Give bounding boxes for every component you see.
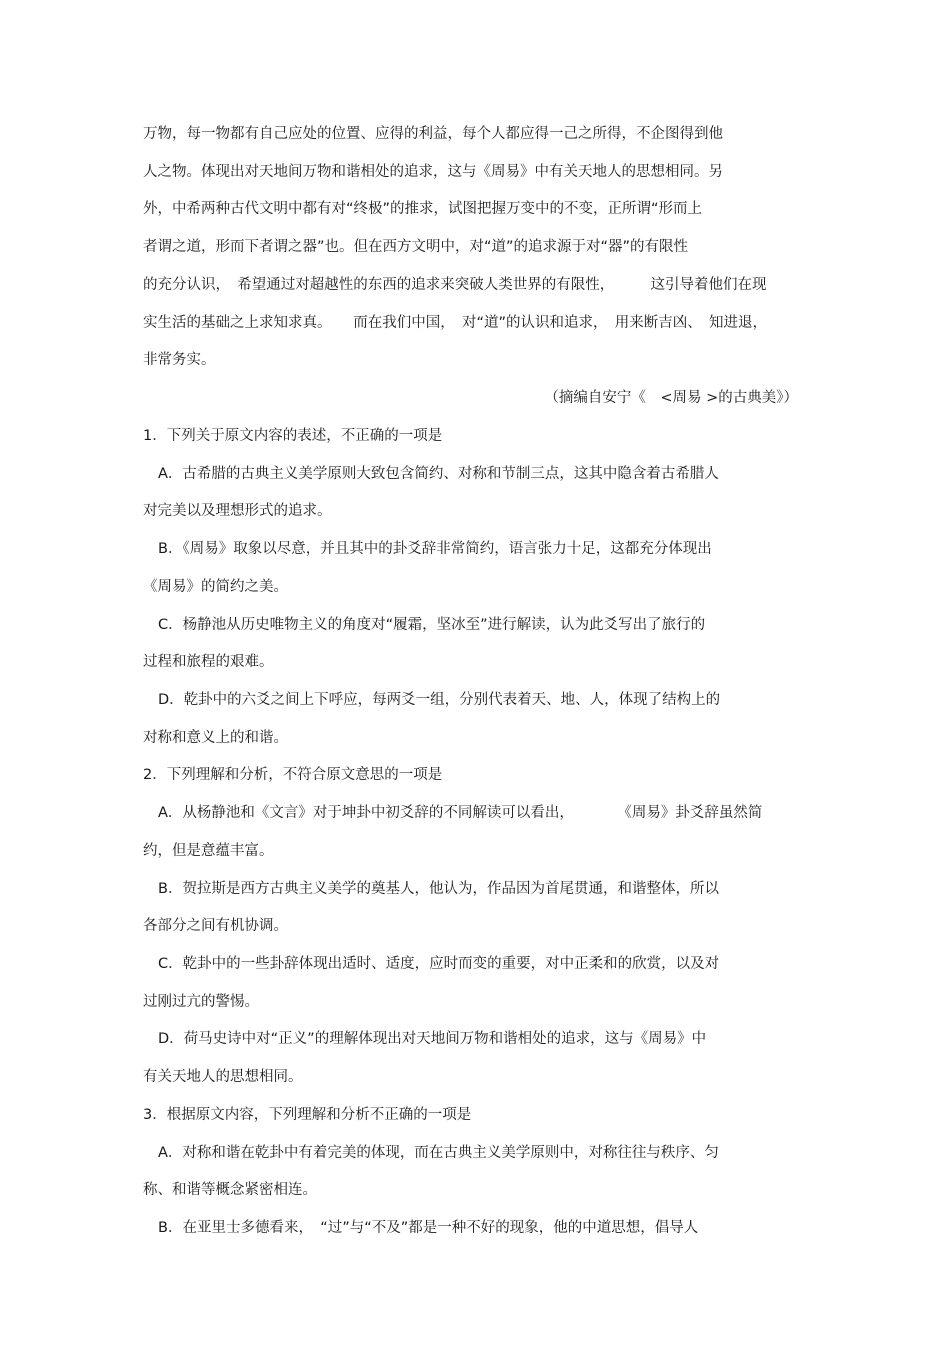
source-citation: （摘编自安宁《 <周易 >的古典美》） [544, 390, 798, 406]
question-stem: 2．下列理解和分析，不符合原文意思的一项是 [143, 767, 443, 783]
question-stem: 1．下列关于原文内容的表述，不正确的一项是 [143, 428, 443, 444]
option-a-cont: 约，但是意蕴丰富。 [143, 843, 274, 859]
option-c: C．杨静池从历史唯物主义的角度对“履霜，坚冰至”进行解读，认为此爻写出了旅行的 [158, 617, 706, 633]
option-a: A．对称和谐在乾卦中有着完美的体现，而在古典主义美学原则中，对称往往与秩序、匀 [158, 1145, 719, 1161]
option-b: B．《周易》取象以尽意，并且其中的卦爻辞非常简约，语言张力十足，这都充分体现出 [158, 541, 712, 557]
option-a-cont: 称、和谐等概念紧密相连。 [143, 1182, 317, 1198]
option-c-cont: 过程和旅程的艰难。 [143, 654, 274, 670]
option-b-cont: 《周易》的简约之美。 [143, 579, 288, 595]
option-a-cont: 对完美以及理想形式的追求。 [143, 503, 332, 519]
option-b: B．贺拉斯是西方古典主义美学的奠基人，他认为，作品因为首尾贯通，和谐整体，所以 [158, 881, 719, 897]
option-c-cont: 过刚过亢的警惕。 [143, 994, 259, 1010]
passage-line: 者谓之道，形而下者谓之器”也。但在西方文明中，对“道”的追求源于对“器”的有限性 [143, 239, 689, 255]
passage-line: 的充分认识， 希望通过对超越性的东西的追求来突破人类世界的有限性， 这引导着他们在现 [143, 277, 767, 293]
option-d: D．乾卦中的六爻之间上下呼应，每两爻一组，分别代表着天、地、人，体现了结构上的 [158, 692, 721, 708]
option-c: C．乾卦中的一些卦辞体现出适时、适度，应时而变的重要，对中正柔和的欣赏，以及对 [158, 956, 720, 972]
option-d-cont: 有关天地人的思想相同。 [143, 1069, 303, 1085]
option-a: A．古希腊的古典主义美学原则大致包含简约、对称和节制三点，这其中隐含着古希腊人 [158, 466, 719, 482]
passage-line: 万物，每一物都有自己应处的位置、应得的利益，每个人都应得一己之所得，不企图得到他 [143, 126, 723, 142]
passage-line: 人之物。体现出对天地间万物和谐相处的追求，这与《周易》中有关天地人的思想相同。另 [143, 164, 723, 180]
option-d: D．荷马史诗中对“正义”的理解体现出对天地间万物和谐相处的追求，这与《周易》中 [158, 1031, 707, 1047]
option-d-cont: 对称和意义上的和谐。 [143, 730, 288, 746]
option-b: B．在亚里士多德看来， “过”与“不及”都是一种不好的现象，他的中道思想，倡导人 [158, 1220, 699, 1236]
option-a: A．从杨静池和《文言》对于坤卦中初爻辞的不同解读可以看出， 《周易》卦爻辞虽然简 [158, 805, 763, 821]
passage-line: 外，中希两种古代文明中都有对“终极”的推求，试图把握万变中的不变，正所谓“形而上 [143, 201, 703, 217]
question-stem: 3．根据原文内容，下列理解和分析不正确的一项是 [143, 1107, 472, 1123]
passage-line: 实生活的基础之上求知求真。 而在我们中国， 对“道”的认识和追求， 用来断吉凶、 知进退， [143, 315, 768, 331]
option-b-cont: 各部分之间有机协调。 [143, 918, 288, 934]
passage-line: 非常务实。 [143, 352, 216, 368]
